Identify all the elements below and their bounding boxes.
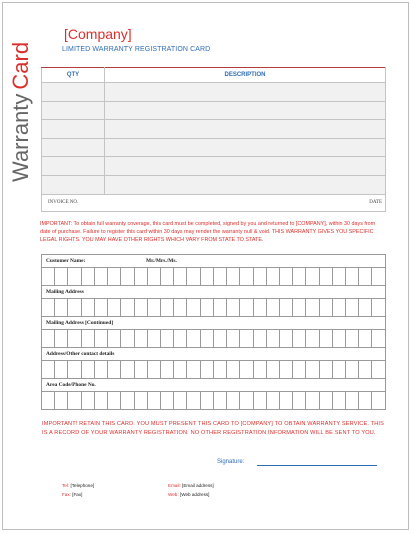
char-box[interactable] bbox=[253, 299, 266, 317]
char-box[interactable] bbox=[187, 392, 200, 410]
char-box[interactable] bbox=[359, 392, 372, 410]
mailing-address-boxes[interactable] bbox=[42, 299, 386, 317]
char-box[interactable] bbox=[319, 299, 332, 317]
char-box[interactable] bbox=[253, 392, 266, 410]
mailing-address-continued-boxes[interactable] bbox=[42, 330, 386, 348]
char-box[interactable] bbox=[306, 330, 319, 348]
char-box[interactable] bbox=[94, 268, 107, 286]
char-box[interactable] bbox=[134, 361, 147, 379]
char-box[interactable] bbox=[68, 330, 81, 348]
char-box[interactable] bbox=[240, 361, 253, 379]
char-box[interactable] bbox=[134, 299, 147, 317]
char-box[interactable] bbox=[240, 392, 253, 410]
char-box[interactable] bbox=[42, 330, 55, 348]
char-box[interactable] bbox=[121, 268, 134, 286]
char-box[interactable] bbox=[134, 268, 147, 286]
char-box[interactable] bbox=[227, 361, 240, 379]
char-box[interactable] bbox=[55, 330, 68, 348]
char-box[interactable] bbox=[108, 268, 121, 286]
char-box[interactable] bbox=[253, 330, 266, 348]
char-box[interactable] bbox=[293, 268, 306, 286]
address-other-label: Address/Other contact details bbox=[42, 348, 386, 361]
char-box[interactable] bbox=[346, 299, 359, 317]
char-box[interactable] bbox=[227, 299, 240, 317]
char-box[interactable] bbox=[174, 330, 187, 348]
table-row[interactable] bbox=[42, 120, 386, 139]
char-box[interactable] bbox=[332, 268, 345, 286]
char-box[interactable] bbox=[372, 361, 386, 379]
char-box[interactable] bbox=[332, 361, 345, 379]
char-box[interactable] bbox=[346, 330, 359, 348]
char-box[interactable] bbox=[147, 330, 160, 348]
customer-name-label: Customer Name: Mr./Mrs./Ms. bbox=[42, 255, 386, 268]
char-box[interactable] bbox=[213, 330, 226, 348]
char-box[interactable] bbox=[240, 268, 253, 286]
char-box[interactable] bbox=[213, 268, 226, 286]
invoice-date-row bbox=[42, 194, 386, 211]
char-box[interactable] bbox=[121, 361, 134, 379]
address-other-boxes[interactable] bbox=[42, 361, 386, 379]
char-box[interactable] bbox=[266, 299, 279, 317]
char-box[interactable] bbox=[147, 361, 160, 379]
char-box[interactable] bbox=[55, 268, 68, 286]
char-box[interactable] bbox=[306, 361, 319, 379]
invoice-label: INVOICE NO. bbox=[48, 200, 79, 206]
char-box[interactable] bbox=[319, 268, 332, 286]
qty-header: QTY bbox=[42, 68, 105, 83]
char-box[interactable] bbox=[68, 392, 81, 410]
char-box[interactable] bbox=[174, 392, 187, 410]
char-box[interactable] bbox=[346, 268, 359, 286]
char-box[interactable] bbox=[359, 361, 372, 379]
char-box[interactable] bbox=[121, 392, 134, 410]
char-box[interactable] bbox=[174, 361, 187, 379]
char-box[interactable] bbox=[134, 330, 147, 348]
char-box[interactable] bbox=[94, 392, 107, 410]
char-box[interactable] bbox=[68, 268, 81, 286]
retain-notice: IMPORTANT! RETAIN THIS CARD. YOU MUST PRESENT THIS CARD TO [COMPANY] TO OBTAIN WARRANTY SERVICE. THIS IS A RECORD OF YOUR WARRANTY REGISTRATION. NO OTHER REGISTRATION INFORMATION WILL BE SENT TO YOU. bbox=[42, 421, 385, 436]
char-box[interactable] bbox=[293, 330, 306, 348]
char-box[interactable] bbox=[42, 268, 55, 286]
char-box[interactable] bbox=[187, 330, 200, 348]
char-box[interactable] bbox=[42, 299, 55, 317]
char-box[interactable] bbox=[200, 268, 213, 286]
char-box[interactable] bbox=[306, 392, 319, 410]
char-box[interactable] bbox=[266, 330, 279, 348]
char-box[interactable] bbox=[227, 392, 240, 410]
char-box[interactable] bbox=[108, 392, 121, 410]
char-box[interactable] bbox=[253, 361, 266, 379]
card-subtitle: LIMITED WARRANTY REGISTRATION CARD bbox=[62, 46, 211, 53]
char-box[interactable] bbox=[359, 299, 372, 317]
contact-fax: Fax: [Fax] bbox=[62, 492, 83, 497]
char-box[interactable] bbox=[332, 299, 345, 317]
char-box[interactable] bbox=[121, 330, 134, 348]
table-row[interactable] bbox=[42, 138, 386, 157]
char-box[interactable] bbox=[147, 392, 160, 410]
description-header: DESCRIPTION bbox=[105, 68, 386, 83]
char-box[interactable] bbox=[187, 361, 200, 379]
char-box[interactable] bbox=[200, 330, 213, 348]
char-box[interactable] bbox=[346, 392, 359, 410]
char-box[interactable] bbox=[293, 299, 306, 317]
char-box[interactable] bbox=[55, 361, 68, 379]
customer-name-boxes[interactable] bbox=[42, 268, 386, 286]
char-box[interactable] bbox=[187, 268, 200, 286]
char-box[interactable] bbox=[279, 392, 292, 410]
char-box[interactable] bbox=[94, 299, 107, 317]
side-title-warranty: Warranty bbox=[8, 93, 33, 182]
char-box[interactable] bbox=[174, 299, 187, 317]
char-box[interactable] bbox=[332, 330, 345, 348]
char-box[interactable] bbox=[187, 299, 200, 317]
char-box[interactable] bbox=[346, 361, 359, 379]
important-notice: IMPORTANT: To obtain full warranty coverage, this card must be completed, signed by you and returned to [COMPANY], within 30 days from date of purchase. Failure to register this card within 30 days may render the warranty null & void. THIS WARRANTY GIVES YOU SPECIFIC LEGAL RIGHTS. YOU MAY HAVE OTHER RIGHTS WHICH VARY FROM STATE TO STATE. bbox=[40, 221, 376, 244]
char-box[interactable] bbox=[266, 392, 279, 410]
char-box[interactable] bbox=[279, 330, 292, 348]
contact-email: Email: [Email address] bbox=[168, 483, 214, 488]
char-box[interactable] bbox=[359, 330, 372, 348]
char-box[interactable] bbox=[108, 299, 121, 317]
char-box[interactable] bbox=[160, 392, 173, 410]
contact-tel: Tel: [Telephone] bbox=[62, 483, 95, 488]
char-box[interactable] bbox=[372, 299, 386, 317]
customer-form bbox=[41, 254, 386, 410]
char-box[interactable] bbox=[200, 299, 213, 317]
date-label: DATE bbox=[369, 200, 382, 206]
char-box[interactable] bbox=[227, 268, 240, 286]
char-box[interactable] bbox=[266, 268, 279, 286]
char-box[interactable] bbox=[293, 392, 306, 410]
char-box[interactable] bbox=[319, 392, 332, 410]
char-box[interactable] bbox=[68, 299, 81, 317]
char-box[interactable] bbox=[240, 299, 253, 317]
svg-text:WarrantyCard bbox=[8, 42, 33, 182]
char-box[interactable] bbox=[213, 392, 226, 410]
char-box[interactable] bbox=[359, 268, 372, 286]
char-box[interactable] bbox=[81, 361, 94, 379]
area-code-phone-label: Area Code/Phone No. bbox=[42, 379, 386, 392]
char-box[interactable] bbox=[200, 361, 213, 379]
char-box[interactable] bbox=[266, 361, 279, 379]
table-row[interactable] bbox=[42, 101, 386, 120]
signature-label: Signature: bbox=[217, 459, 245, 465]
table-row[interactable] bbox=[42, 175, 386, 194]
char-box[interactable] bbox=[279, 268, 292, 286]
char-box[interactable] bbox=[81, 268, 94, 286]
area-code-phone-boxes[interactable] bbox=[42, 392, 386, 410]
signature-line[interactable] bbox=[257, 465, 377, 466]
char-box[interactable] bbox=[332, 392, 345, 410]
table-row[interactable] bbox=[42, 157, 386, 176]
char-box[interactable] bbox=[94, 330, 107, 348]
items-table bbox=[41, 67, 386, 212]
char-box[interactable] bbox=[147, 299, 160, 317]
contact-web: Web: [Web address] bbox=[168, 492, 210, 497]
char-box[interactable] bbox=[319, 330, 332, 348]
char-box[interactable] bbox=[147, 268, 160, 286]
char-box[interactable] bbox=[42, 361, 55, 379]
char-box[interactable] bbox=[160, 299, 173, 317]
char-box[interactable] bbox=[213, 361, 226, 379]
side-title bbox=[6, 30, 36, 190]
char-box[interactable] bbox=[121, 299, 134, 317]
char-box[interactable] bbox=[160, 268, 173, 286]
char-box[interactable] bbox=[306, 299, 319, 317]
char-box[interactable] bbox=[240, 330, 253, 348]
char-box[interactable] bbox=[160, 361, 173, 379]
char-box[interactable] bbox=[279, 361, 292, 379]
char-box[interactable] bbox=[134, 392, 147, 410]
table-row[interactable] bbox=[42, 83, 386, 102]
char-box[interactable] bbox=[372, 330, 386, 348]
char-box[interactable] bbox=[174, 268, 187, 286]
mailing-address-continued-label: Mailing Address [Continued] bbox=[42, 317, 386, 330]
char-box[interactable] bbox=[55, 392, 68, 410]
char-box[interactable] bbox=[279, 299, 292, 317]
char-box[interactable] bbox=[68, 361, 81, 379]
char-box[interactable] bbox=[108, 361, 121, 379]
mailing-address-label: Mailing Address bbox=[42, 286, 386, 299]
char-box[interactable] bbox=[319, 361, 332, 379]
char-box[interactable] bbox=[81, 299, 94, 317]
salutation-label: Mr./Mrs./Ms. bbox=[146, 258, 177, 264]
char-box[interactable] bbox=[306, 268, 319, 286]
char-box[interactable] bbox=[108, 330, 121, 348]
char-box[interactable] bbox=[42, 392, 55, 410]
char-box[interactable] bbox=[94, 361, 107, 379]
char-box[interactable] bbox=[372, 392, 386, 410]
char-box[interactable] bbox=[200, 392, 213, 410]
side-title-card: Card bbox=[8, 41, 33, 90]
char-box[interactable] bbox=[81, 392, 94, 410]
char-box[interactable] bbox=[253, 268, 266, 286]
char-box[interactable] bbox=[81, 330, 94, 348]
char-box[interactable] bbox=[55, 299, 68, 317]
char-box[interactable] bbox=[160, 330, 173, 348]
char-box[interactable] bbox=[213, 299, 226, 317]
char-box[interactable] bbox=[227, 330, 240, 348]
company-name: [Company] bbox=[64, 26, 132, 42]
char-box[interactable] bbox=[372, 268, 386, 286]
char-box[interactable] bbox=[293, 361, 306, 379]
